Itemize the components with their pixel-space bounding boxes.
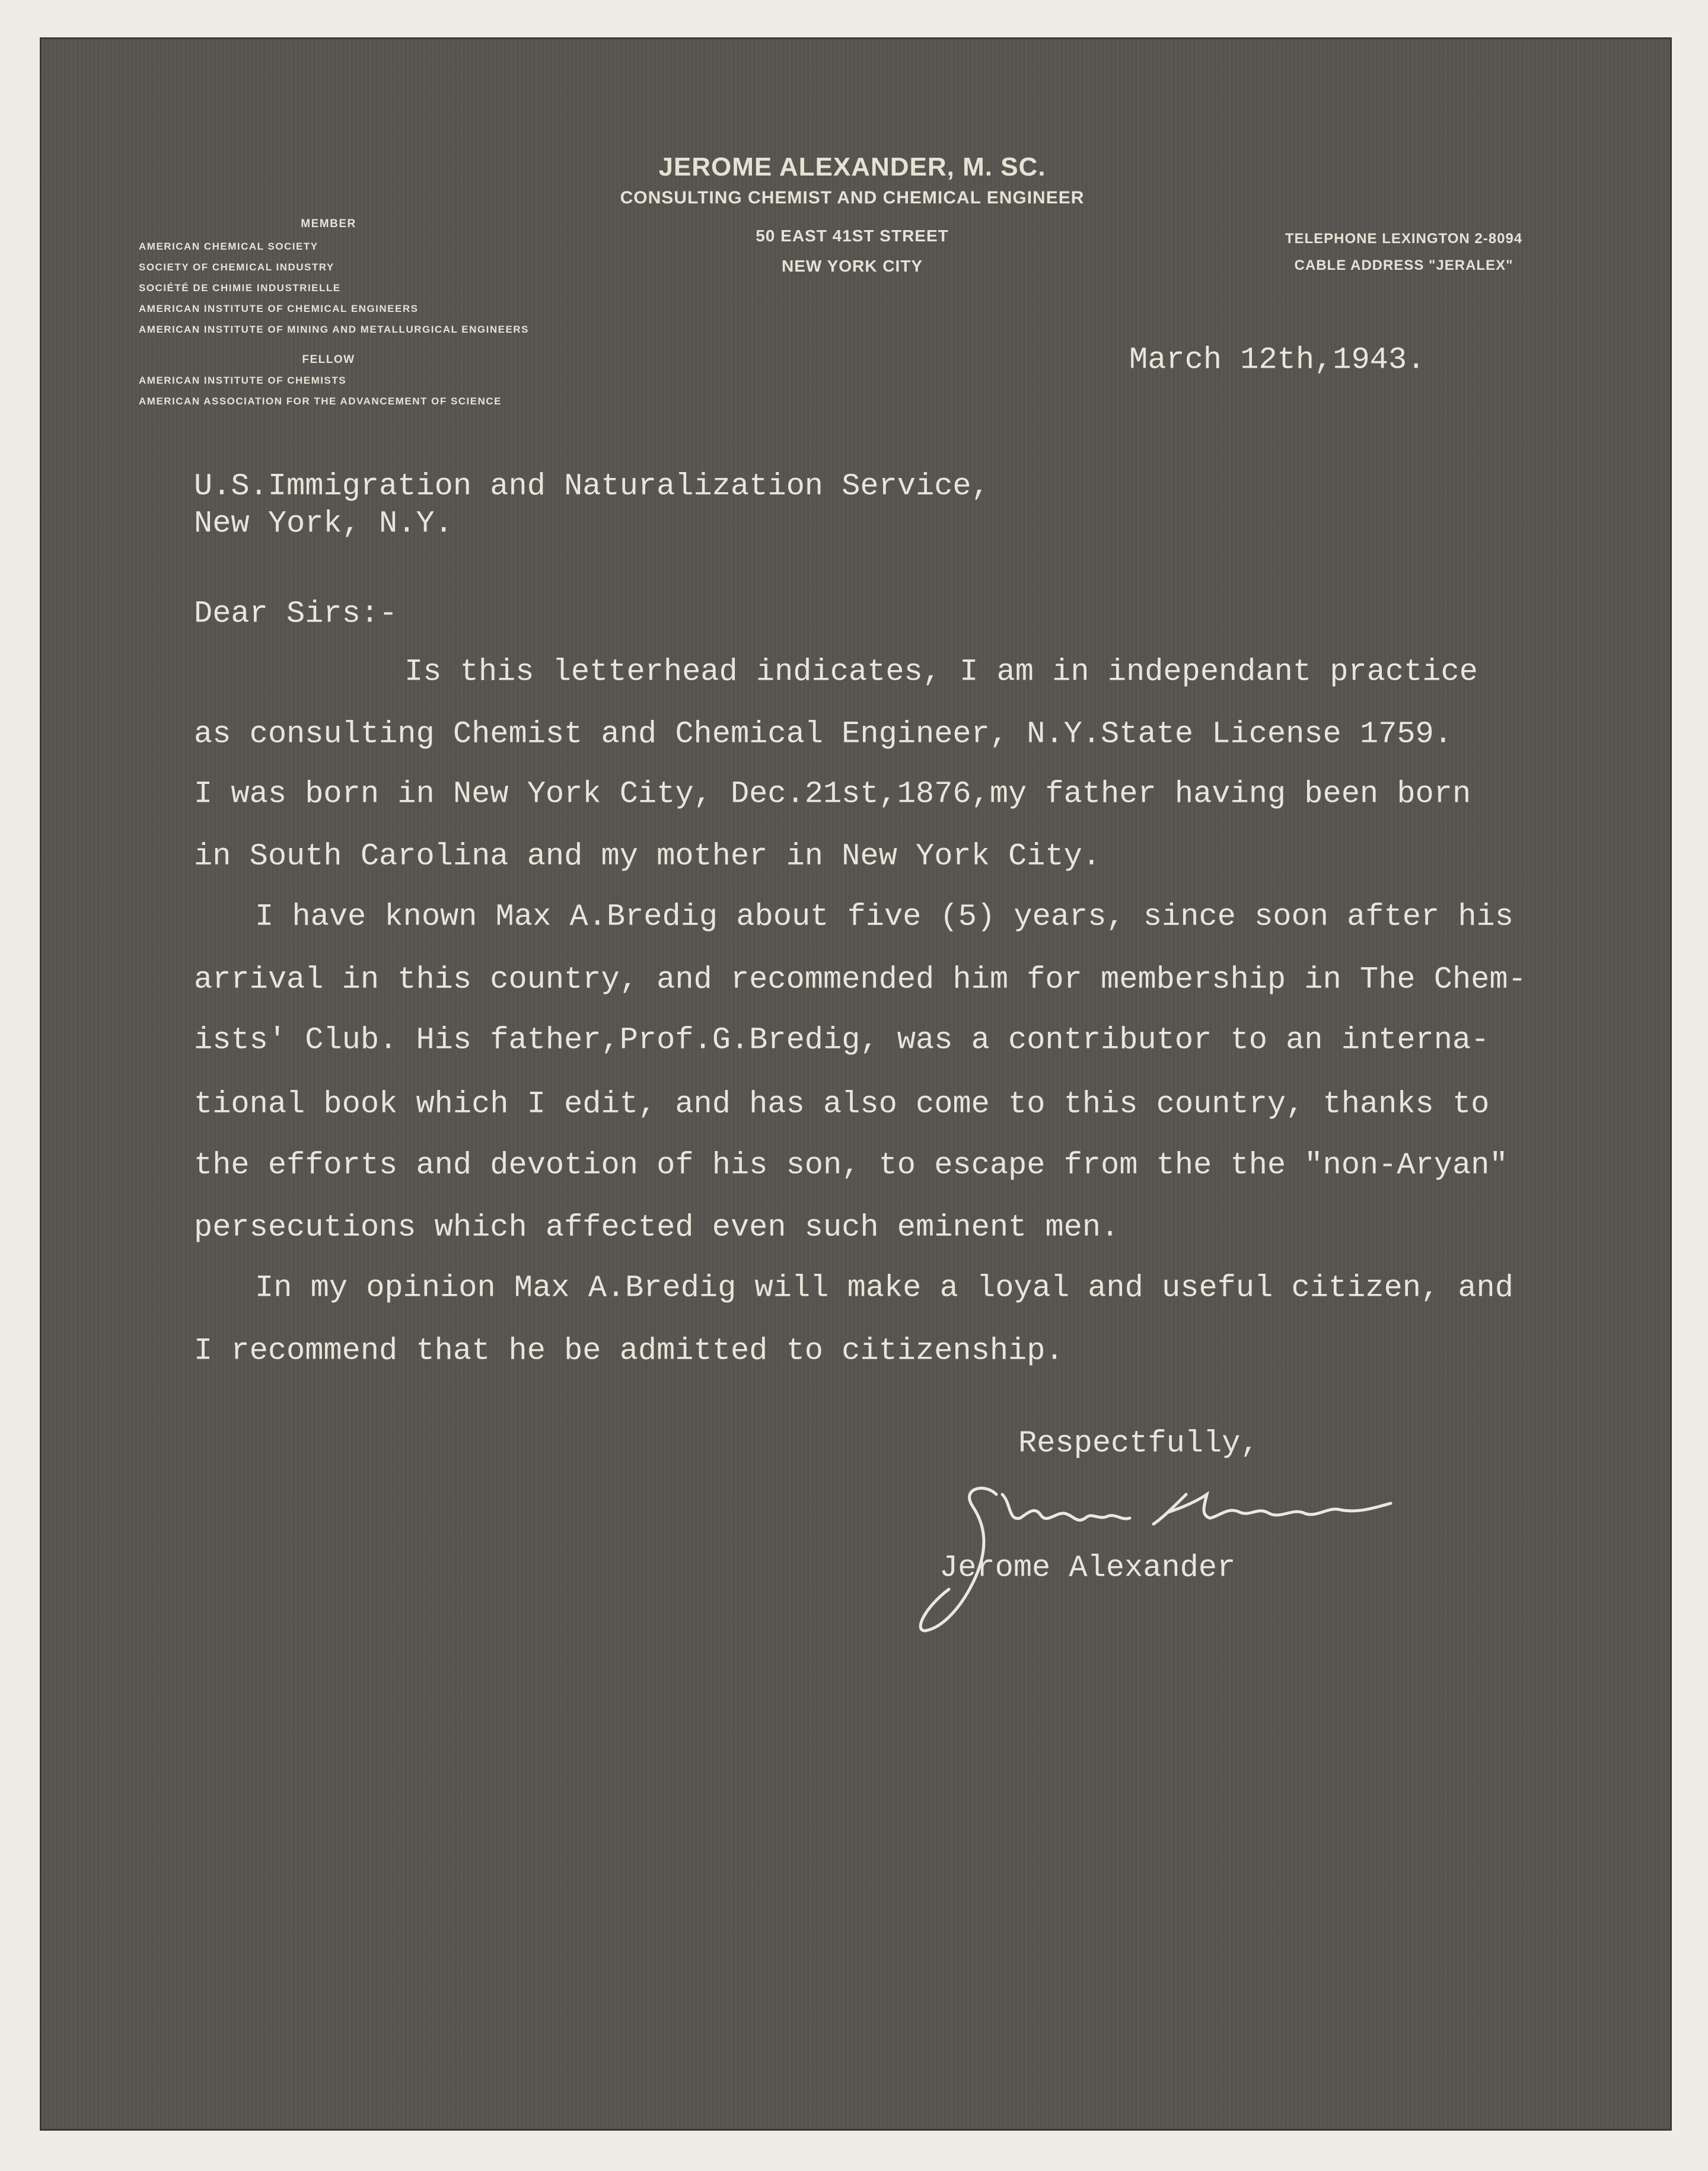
member-item: AMERICAN INSTITUTE OF CHEMICAL ENGINEERS — [139, 303, 419, 314]
letter-date: March 12th,1943. — [1129, 342, 1426, 378]
body-line: arrival in this country, and recommended him for membership in The Chem- — [194, 962, 1527, 997]
fellow-item: AMERICAN ASSOCIATION FOR THE ADVANCEMENT OF SCIENCE — [139, 396, 502, 407]
body-line: In my opinion Max A.Bredig will make a loyal and useful citizen, and — [255, 1270, 1513, 1306]
body-line: tional book which I edit, and has also come to this country, thanks to — [194, 1086, 1490, 1122]
salutation: Dear Sirs:- — [194, 596, 398, 632]
body-line: I have known Max A.Bredig about five (5) years, since soon after his — [255, 899, 1513, 935]
typed-name: Jerome Alexander — [939, 1550, 1236, 1586]
body-line: in South Carolina and my mother in New York City. — [194, 839, 1101, 874]
member-item: SOCIÉTÉ DE CHIMIE INDUSTRIELLE — [139, 282, 341, 294]
letterhead-profession: CONSULTING CHEMIST AND CHEMICAL ENGINEER — [620, 188, 1085, 208]
closing: Respectfully, — [1018, 1426, 1259, 1461]
addressee-line: U.S.Immigration and Naturalization Service, — [194, 468, 990, 504]
letterhead-telephone: TELEPHONE LEXINGTON 2-8094 — [1285, 231, 1523, 247]
letterhead-cable: CABLE ADDRESS "JERALEX" — [1294, 257, 1513, 273]
letterhead-address-street: 50 EAST 41ST STREET — [756, 227, 949, 245]
member-item: AMERICAN CHEMICAL SOCIETY — [139, 241, 318, 252]
letter-page — [42, 39, 1670, 2129]
fellow-heading: FELLOW — [302, 353, 355, 366]
body-line: ists' Club. His father,Prof.G.Bredig, was a contributor to an interna- — [194, 1022, 1490, 1058]
body-line: Is this letterhead indicates, I am in independant practice — [404, 654, 1478, 690]
addressee-line: New York, N.Y. — [194, 506, 453, 541]
body-line: I was born in New York City, Dec.21st,1876,my father having been born — [194, 776, 1471, 812]
letterhead-address-city: NEW YORK CITY — [781, 257, 923, 275]
body-line: as consulting Chemist and Chemical Engineer, N.Y.State License 1759. — [194, 716, 1452, 752]
member-heading: MEMBER — [301, 218, 356, 230]
fellow-item: AMERICAN INSTITUTE OF CHEMISTS — [139, 375, 347, 386]
body-line: the efforts and devotion of his son, to escape from the the "non-Aryan" — [194, 1147, 1508, 1183]
letterhead-name: JEROME ALEXANDER, M. SC. — [658, 152, 1046, 181]
member-item: SOCIETY OF CHEMICAL INDUSTRY — [139, 262, 334, 273]
body-line: I recommend that he be admitted to citizenship. — [194, 1333, 1064, 1369]
member-item: AMERICAN INSTITUTE OF MINING AND METALLURGICAL ENGINEERS — [139, 324, 529, 335]
body-line: persecutions which affected even such eminent men. — [194, 1210, 1120, 1245]
